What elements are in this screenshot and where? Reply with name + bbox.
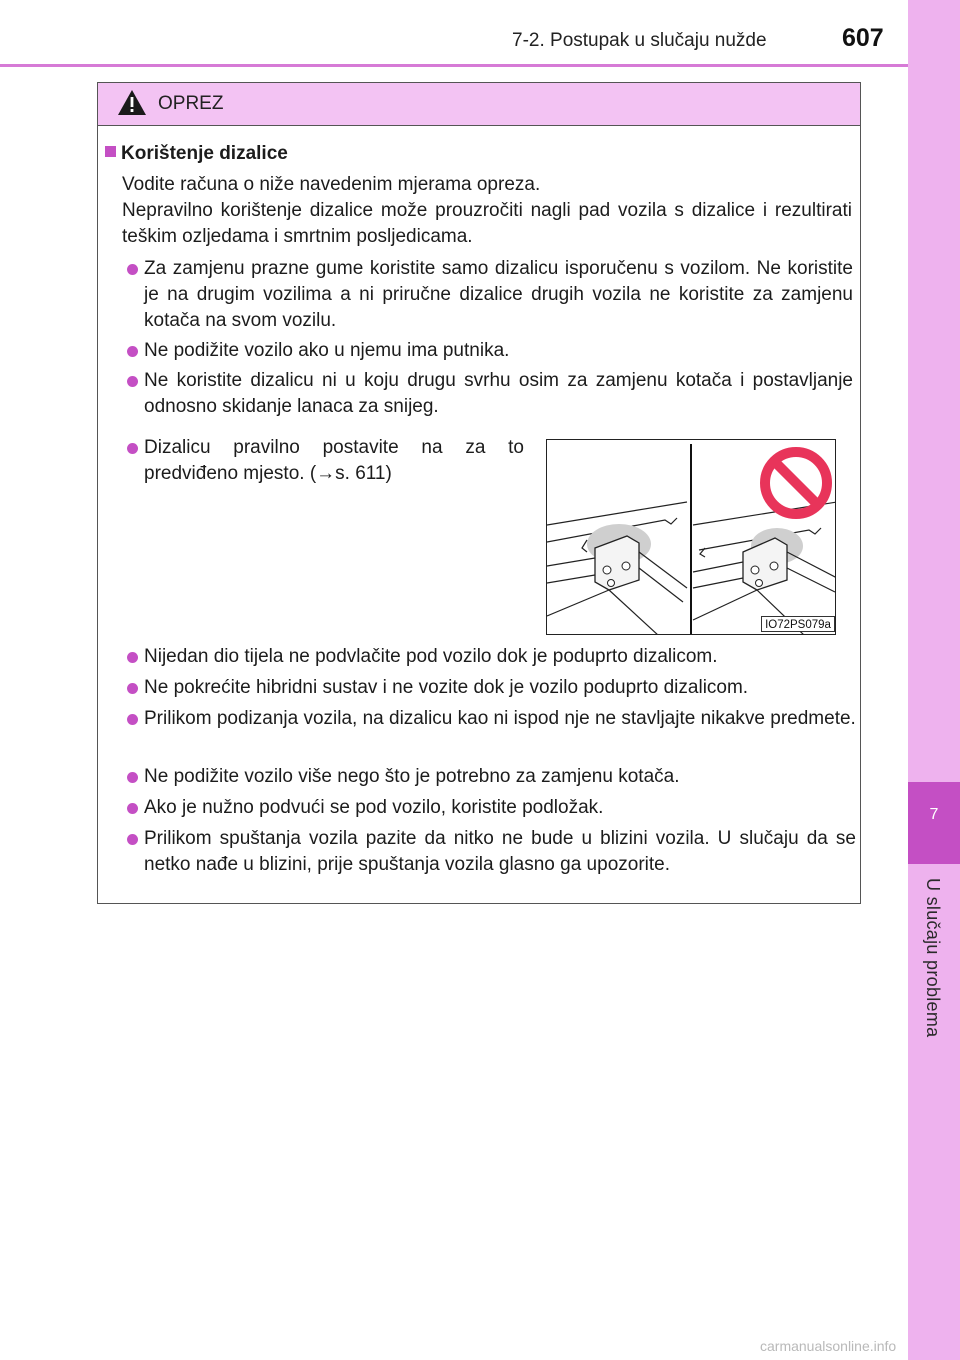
bullet-item: Nijedan dio tijela ne podvlačite pod vozilo dok je poduprto dizalicom. xyxy=(144,646,718,667)
chapter-number: 7 xyxy=(929,806,939,823)
bullet-dot xyxy=(127,346,138,357)
bullet-dot xyxy=(127,264,138,275)
intro-line-1: Vodite računa o niže navedenim mjerama opreza. xyxy=(122,174,541,195)
page-number: 607 xyxy=(842,24,884,52)
section-square-bullet xyxy=(105,146,116,157)
bullet-item: Ne podižite vozilo ako u njemu ima putnika. xyxy=(144,340,510,361)
caution-header xyxy=(98,83,860,126)
section-heading: Korištenje dizalice xyxy=(121,143,288,164)
bullet-dot xyxy=(127,772,138,783)
bullet-item: Ne pokrećite hibridni sustav i ne vozite dok je vozilo poduprto dizalicom. xyxy=(144,677,749,698)
prohibition-icon xyxy=(759,446,833,520)
jack-placement-illustration xyxy=(546,439,836,635)
header-divider xyxy=(0,64,908,67)
section-title: 7-2. Postupak u slučaju nužde xyxy=(512,30,767,51)
bullet-dot xyxy=(127,803,138,814)
bullet-dot xyxy=(127,443,138,454)
bullet-item: Prilikom spuštanja vozila pazite da nitko ne bude u blizini vozila. U slučaju da se netko nađe u blizini, prije spuštanja vozila glasno ga upozorite. xyxy=(144,828,856,875)
intro-line-2: Nepravilno korištenje dizalice može prouzročiti nagli pad vozila s dizalice i rezultirati teškim ozljedama i smrtnim posljedicama. xyxy=(122,200,852,247)
chapter-title: U slučaju problema xyxy=(923,878,943,1038)
chapter-side-tab xyxy=(908,0,960,1360)
bullet-dot xyxy=(127,683,138,694)
bullet-dot xyxy=(127,652,138,663)
bullet-item: Za zamjenu prazne gume koristite samo dizalicu isporučenu s vozilom. Ne koristite je na drugim vozilima a ni priručne dizalice drugih vozila ne koristite za zamjenu kotača na svom vozilu. xyxy=(144,258,853,331)
bullet-item: Ako je nužno podvući se pod vozilo, koristite podložak. xyxy=(144,797,604,818)
footer-watermark: carmanualsonline.info xyxy=(760,1338,897,1354)
bullet-dot xyxy=(127,376,138,387)
bullet-item: Dizalicu pravilno postavite na za to predviđeno mjesto. (→s. 611) xyxy=(144,437,524,484)
figure-code: IO72PS079a xyxy=(761,616,835,632)
bullet-item: Prilikom podizanja vozila, na dizalicu kao ni ispod nje ne stavljajte nikakve predmete. xyxy=(144,708,856,729)
bullet-item: Ne podižite vozilo više nego što je potrebno za zamjenu kotača. xyxy=(144,766,680,787)
bullet-item: Ne koristite dizalicu ni u koju drugu svrhu osim za zamjenu kotača i postavljanje odnosno skidanje lanaca za snijeg. xyxy=(144,370,853,417)
warning-triangle-icon xyxy=(117,89,147,116)
caution-label: OPREZ xyxy=(158,93,224,114)
bullet-dot xyxy=(127,834,138,845)
bullet-dot xyxy=(127,714,138,725)
